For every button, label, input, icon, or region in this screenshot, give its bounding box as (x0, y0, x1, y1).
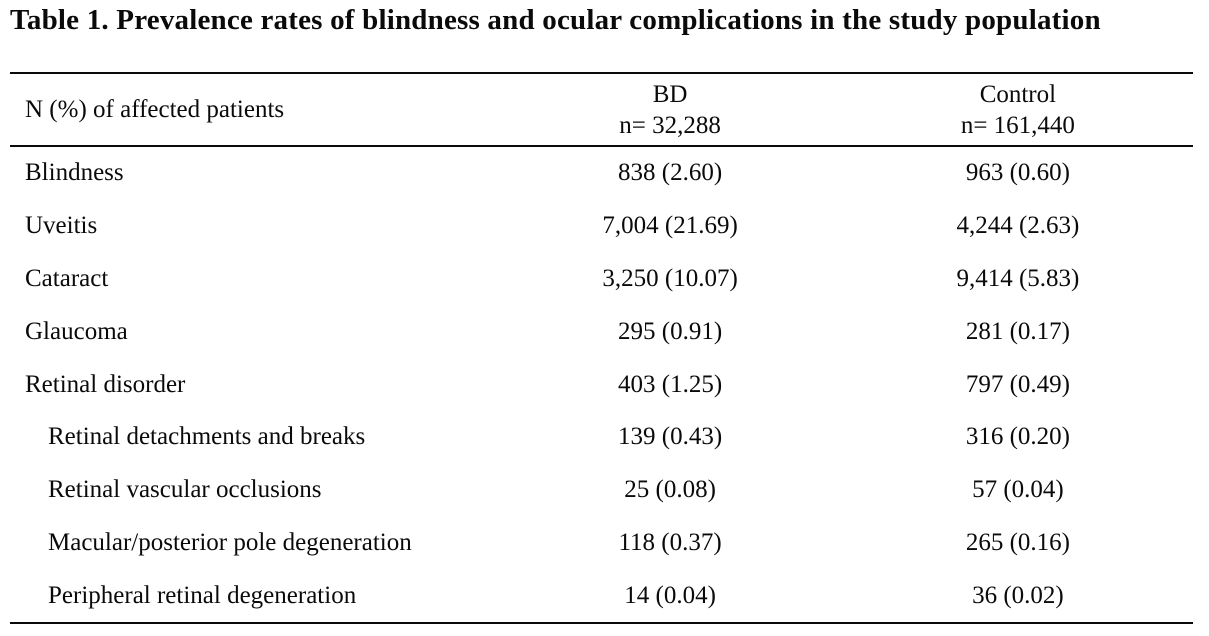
row-control-value: 963 (0.60) (965, 159, 1070, 187)
header-control-label: Control (979, 80, 1057, 108)
table-title: Table 1. Prevalence rates of blindness and ocular complications in the study population (10, 4, 1101, 36)
table-row (10, 305, 1193, 358)
header-control-group (843, 79, 1193, 141)
row-control-value: 36 (0.02) (972, 581, 1064, 609)
row-condition-label: Retinal vascular occlusions (48, 476, 322, 504)
table-row (10, 517, 1193, 570)
row-condition-label: Retinal detachments and breaks (48, 423, 366, 451)
row-control-value: 797 (0.49) (965, 370, 1070, 398)
row-bd-value: 7,004 (21.69) (602, 212, 738, 240)
row-condition-label: Blindness (25, 159, 124, 187)
row-condition-label: Glaucoma (25, 317, 128, 345)
row-condition-label: Retinal disorder (25, 370, 186, 398)
prevalence-table (10, 72, 1193, 624)
row-condition-label: Cataract (25, 264, 109, 292)
row-bd-value: 118 (0.37) (618, 528, 722, 556)
header-bd-label: BD (652, 80, 688, 108)
row-bd-value: 14 (0.04) (624, 581, 716, 609)
header-affected-patients: N (%) of affected patients (25, 95, 285, 123)
row-bd-value: 25 (0.08) (624, 476, 716, 504)
table-row (10, 200, 1193, 253)
table-row (10, 411, 1193, 464)
table-row (10, 569, 1193, 622)
row-bd-value: 139 (0.43) (618, 423, 723, 451)
row-control-value: 281 (0.17) (965, 317, 1070, 345)
table-body (10, 147, 1193, 622)
row-condition-label: Uveitis (25, 212, 98, 240)
row-bd-value: 295 (0.91) (618, 317, 723, 345)
row-control-value: 57 (0.04) (972, 476, 1064, 504)
row-control-value: 316 (0.20) (965, 423, 1070, 451)
row-control-value: 265 (0.16) (965, 528, 1070, 556)
table-header-row (10, 74, 1193, 147)
header-bd-n: n= 32,288 (619, 111, 721, 139)
table-row (10, 253, 1193, 306)
table-row (10, 147, 1193, 200)
row-condition-label: Peripheral retinal degeneration (48, 581, 357, 609)
table-row (10, 358, 1193, 411)
header-bd-group (497, 79, 842, 141)
row-control-value: 4,244 (2.63) (956, 212, 1080, 240)
row-bd-value: 3,250 (10.07) (602, 264, 738, 292)
row-control-value: 9,414 (5.83) (956, 264, 1080, 292)
table-row (10, 464, 1193, 517)
row-bd-value: 403 (1.25) (618, 370, 723, 398)
header-control-n: n= 161,440 (960, 111, 1075, 139)
row-condition-label: Macular/posterior pole degeneration (48, 528, 412, 556)
row-bd-value: 838 (2.60) (618, 159, 723, 187)
